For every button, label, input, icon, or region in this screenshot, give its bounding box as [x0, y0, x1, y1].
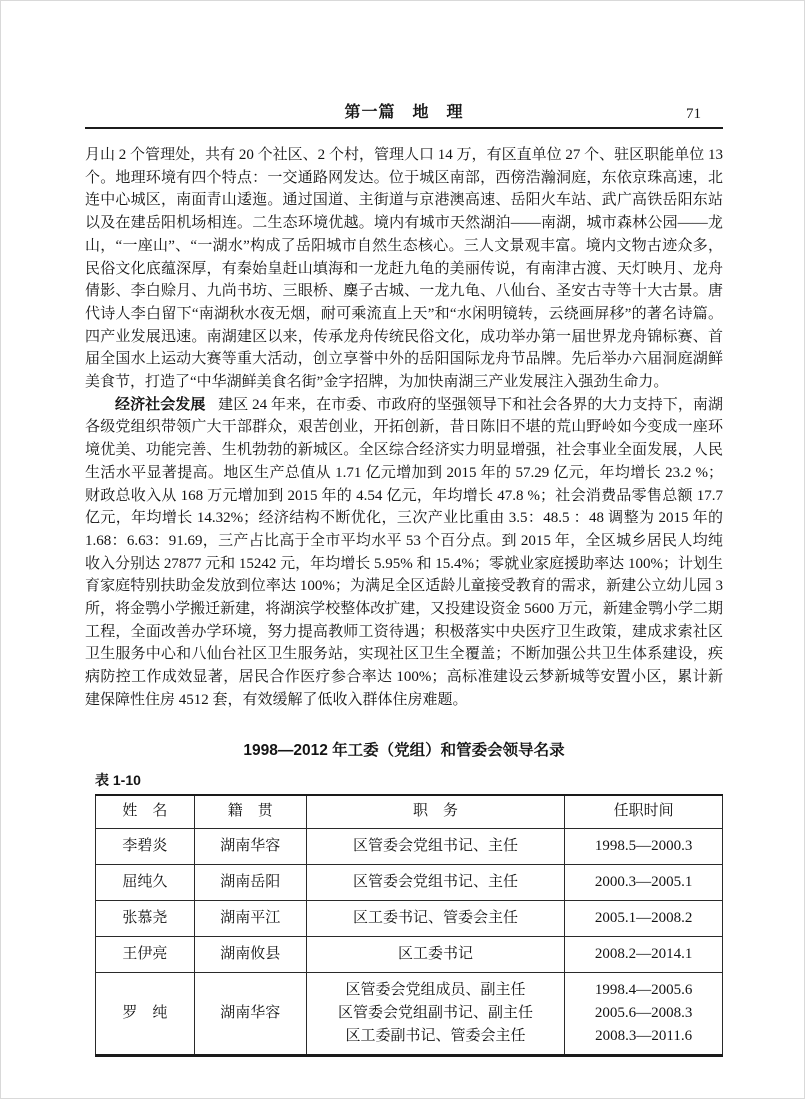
time-cell: 2008.2—2014.1 [565, 936, 723, 972]
duty-cell [306, 972, 565, 1055]
origin-cell: 湖南攸县 [194, 936, 306, 972]
origin-cell: 湖南平江 [194, 900, 306, 936]
name-cell: 罗 纯 [96, 972, 195, 1055]
table-row [96, 972, 723, 1055]
header-cell-name: 姓 名 [96, 795, 195, 829]
table-title: 1998—2012 年工委（党组）和管委会领导名录 [243, 741, 565, 759]
paragraph-lead: 经济社会发展 [115, 395, 206, 413]
table-row [96, 900, 723, 936]
header-cell-time: 任职时间 [565, 795, 723, 829]
paragraph [85, 394, 723, 712]
table-row [96, 936, 723, 972]
table-label: 表 1-10 [95, 771, 141, 788]
paragraph-text: 月山 2 个管理处，共有 20 个社区、2 个村，管理人口 14 万，有区直单位 27 个、驻区职能单位 13 个。地理环境有四个特点：一交通路网发达。位于城区南部，西傍浩瀚洞庭，东依京珠高速，北连中心城区，南面青山逶迤。通过国道、主街道与京港澳高速、岳阳火车站、武广高铁岳阳东站以及在建岳阳机场相连。二生态环境优越。境内有城市天然湖泊——南湖，城市森林公园——龙山，“一座山”、“一湖水”构成了岳阳城市自然生态核心。三人文景观丰富。境内文物古迹众多，民俗文化底蕴深厚，有秦始皇赶山填海和一龙赶九龟的美丽传说，有南津古渡、天灯映月、龙舟倩影、李白赊月、九尚书坊、三眼桥、麇子古城、一龙九龟、八仙台、圣安古寺等十大古景。唐代诗人李白留下“南湖秋水夜无烟，耐可乘流直上天”和“水闲明镜转，云绕画屏移”的著名诗篇。四产业发展迅速。南湖建区以来，传承龙舟传统民俗文化，成功举办第一届世界龙舟锦标赛、首届全国水上运动大赛等重大活动，创立享誉中外的岳阳国际龙舟节品牌。先后举办六届洞庭湖鲜美食节，打造了“中华湖鲜美食名街”金字招牌，为加快南湖三产业发展注入强劲生命力。 [85, 147, 723, 391]
table-row [96, 828, 723, 864]
time-cell [565, 972, 723, 1055]
header-cell-origin: 籍 贯 [194, 795, 306, 829]
page-number: 71 [686, 106, 701, 122]
duty-line: 区工委副书记、管委会主任 [345, 1027, 526, 1044]
origin-cell: 湖南华容 [194, 828, 306, 864]
time-cell: 2005.1—2008.2 [565, 900, 723, 936]
leaders-table [95, 794, 723, 1057]
duty-line: 区管委会党组副书记、副主任 [337, 1004, 533, 1021]
time-cell: 2000.3—2005.1 [565, 864, 723, 900]
body-text [85, 144, 723, 712]
duty-line: 区管委会党组成员、副主任 [345, 981, 526, 998]
duty-cell: 区工委书记 [306, 936, 565, 972]
name-cell: 屈纯久 [96, 864, 195, 900]
origin-cell: 湖南岳阳 [194, 864, 306, 900]
duty-cell: 区管委会党组书记、主任 [306, 864, 565, 900]
name-cell: 张慕尧 [96, 900, 195, 936]
time-line: 2005.6—2008.3 [594, 1004, 693, 1021]
name-cell: 李碧炎 [96, 828, 195, 864]
running-header [85, 1, 723, 129]
duty-cell: 区工委书记、管委会主任 [306, 900, 565, 936]
header-cell-duty: 职 务 [306, 795, 565, 829]
time-cell: 1998.5—2000.3 [565, 828, 723, 864]
section-title: 第一篇 地 理 [344, 104, 464, 121]
duty-cell: 区管委会党组书记、主任 [306, 828, 565, 864]
page-content [85, 1, 723, 1057]
name-cell: 王伊亮 [96, 936, 195, 972]
paragraph [85, 144, 723, 394]
paragraph-text: 建区 24 年来，在市委、市政府的坚强领导下和社会各界的大力支持下，南湖各级党组织带领广大干部群众，艰苦创业，开拓创新，昔日陈旧不堪的荒山野岭如今变成一座环境优美、功能完善、生机勃勃的新城区。全区综合经济实力明显增强，社会事业全面发展，人民生活水平显著提高。地区生产总值从 1.71 亿元增加到 2015 年的 57.29 亿元，年均增长 23.2 %；财政总收入从 168 万元增加到 2015 年的 4.54 亿元，年均增长 47.8 %；社会消费品零售总额 17.7 亿元，年均增长 14.32%；经济结构不断优化，三次产业比重由 3.5：48.5 ：48 调整为 2015 年的 1.68：6.63：91.69，三产占比高于全市平均水平 53 个百分点。到 2015 年，全区城乡居民人均纯收入分别达 27877 元和 15242 元，年均增长 5.95% 和 15.4%；零就业家庭援助率达 100%；计划生育家庭特别扶助金发放到位率达 100%；为满足全区适龄儿童接受教育的需求，新建公立幼儿园 3 所，将金鹗小学搬迁新建，将湖滨学校整体改扩建，又投建设资金 5600 万元，新建金鹗小学二期工程，全面改善办学环境，努力提高教师工资待遇；积极落实中央医疗卫生政策，建成求索社区卫生服务中心和八仙台社区卫生服务站，实现社区卫生全覆盖；不断加强公共卫生体系建设，疾病防控工作成效显著，居民合作医疗参合率达 100%；高标准建设云梦新城等安置小区，累计新建保障性住房 4512 套，有效缓解了低收入群体住房难题。 [85, 396, 723, 708]
time-line: 2008.3—2011.6 [595, 1027, 693, 1044]
origin-cell: 湖南华容 [194, 972, 306, 1055]
table-header-row [96, 795, 723, 829]
table-row [96, 864, 723, 900]
time-line: 1998.4—2005.6 [594, 981, 693, 998]
